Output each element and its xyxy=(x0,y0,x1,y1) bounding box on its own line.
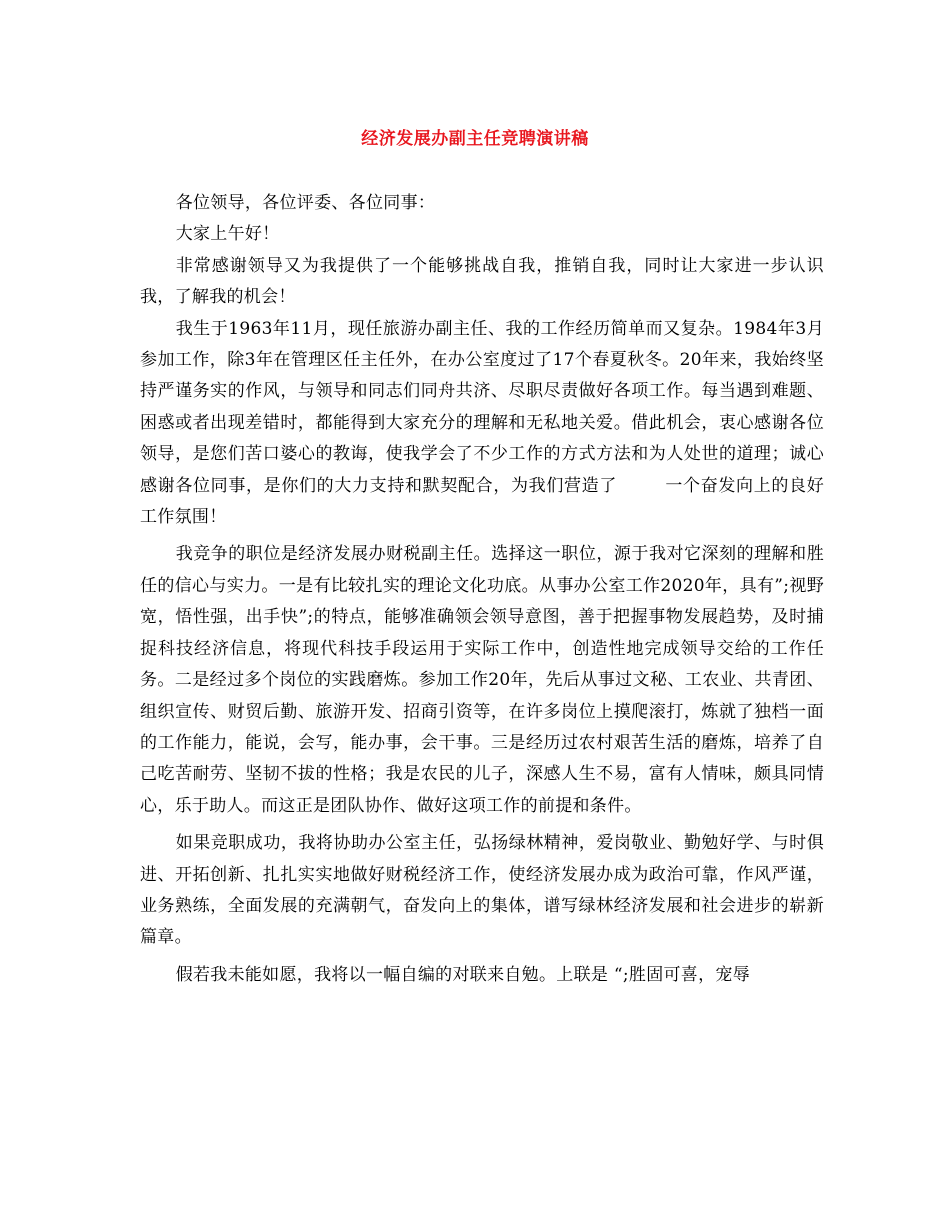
background-paragraph-tail: 一个奋发向上的良好工作氛围！ xyxy=(140,475,824,528)
salutation-paragraph: 各位领导，各位评委、各位同事： xyxy=(175,193,436,213)
position-paragraph: 我竞争的职位是经济发展办财税副主任。选择这一职位，源于我对它深刻的理解和胜任的信心与实力。一是有比较扎实的理论文化功底。从事办公室工作2020年，具有”;视野宽，悟性强，出手快”;的特点，能够准确领会领导意图，善于把握事物发展趋势，及时捕捉科技经济信息，将现代科技手段运用于实际工作中，创造性地完成领导交给的工作任务。二是经过多个岗位的实践磨炼。参加工作20年，先后从事过文秘、工农业、共青团、组织宣传、财贸后勤、旅游开发、招商引资等，在许多岗位上摸爬滚打，炼就了独档一面的工作能力，能说，会写，能办事，会干事。三是经历过农村艰苦生活的磨炼，培养了自己吃苦耐劳、坚韧不拔的性格；我是农民的儿子，深感人生不易，富有人情味，颇具同情心，乐于助人。而这正是团队协作、做好这项工作的前提和条件。 xyxy=(140,544,824,816)
document-body xyxy=(140,188,824,991)
document-title: 经济发展办副主任竞聘演讲稿 xyxy=(361,129,589,149)
fallback-plan-paragraph: 假若我未能如愿，我将以一幅自编的对联来自勉。上联是 “;胜固可喜，宠辱 xyxy=(175,964,751,985)
thanks-paragraph: 非常感谢领导又为我提供了一个能够挑战自我，推销自我，同时让大家进一步认识我，了解我的机会！ xyxy=(140,255,824,308)
background-paragraph xyxy=(140,314,824,534)
success-plan-paragraph: 如果竞职成功，我将协助办公室主任，弘扬绿林精神，爱岗敬业、勤勉好学、与时俱进、开拓创新、扎扎实实地做好财税经济工作，使经济发展办成为政治可靠，作风严谨，业务熟练，全面发展的充满朝气，奋发向上的集体，谱写绿林经济发展和社会进步的崭新篇章。 xyxy=(140,833,824,948)
background-paragraph-text: 我生于1963年11月，现任旅游办副主任、我的工作经历简单而又复杂。1984年3月参加工作，除3年在管理区任主任外，在办公室度过了17个春夏秋冬。20年来，我始终坚持严谨务实的作风，与领导和同志们同舟共济、尽职尽责做好各项工作。每当遇到难题、困惑或者出现差错时，都能得到大家充分的理解和无私地关爱。借此机会，衷心感谢各位领导，是您们苦口婆心的教诲，使我学会了不少工作的方式方法和为人处世的道理；诚心感谢各位同事，是你们的大力支持和默契配合，为我们营造了 xyxy=(140,318,824,496)
greeting-paragraph: 大家上午好！ xyxy=(175,224,280,245)
